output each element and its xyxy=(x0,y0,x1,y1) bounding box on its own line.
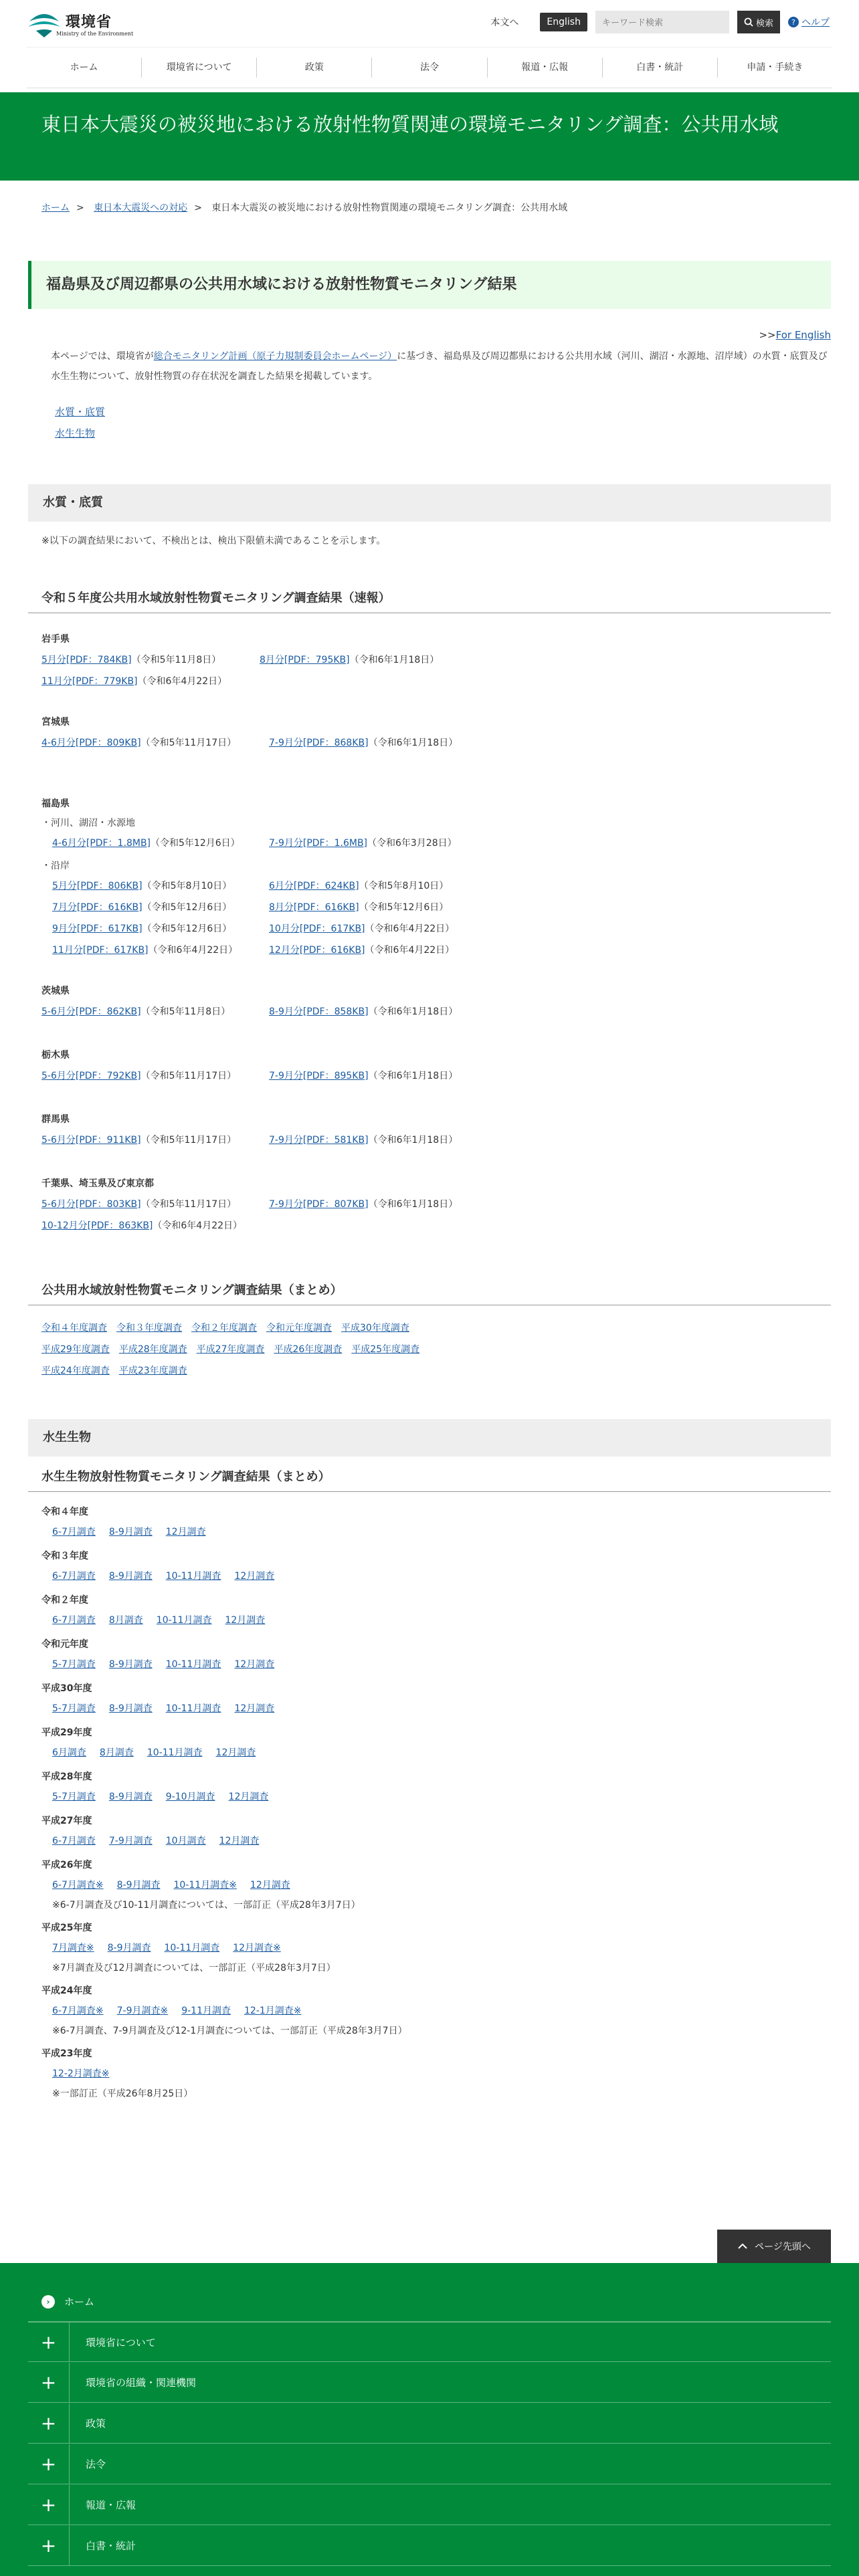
year-block xyxy=(41,1679,818,1719)
survey-link[interactable]: 9-10月調査 xyxy=(165,1792,215,1802)
pdf-link[interactable]: 5月分[PDF：806KB] xyxy=(52,881,142,891)
toc xyxy=(55,401,859,444)
pdf-link[interactable]: 4-6月分[PDF：1.8MB] xyxy=(52,838,151,849)
pdf-date: （令和6年1月18日） xyxy=(368,1071,458,1081)
breadcrumb xyxy=(0,181,859,234)
survey-link[interactable]: 12月調査 xyxy=(234,1703,275,1714)
year-links xyxy=(41,1937,818,1959)
summary-links xyxy=(41,1317,818,1382)
pdf-link[interactable]: 7月分[PDF：616KB] xyxy=(52,902,142,913)
pdf-date: （令和6年3月28日） xyxy=(367,838,457,849)
summary-row xyxy=(41,1339,818,1360)
file-row xyxy=(41,897,818,918)
footer-nav-label: 報道・広報 xyxy=(86,2499,136,2511)
survey-link[interactable]: 10-11月調査 xyxy=(165,1703,221,1714)
survey-link[interactable]: 8-9月調査 xyxy=(108,1792,153,1802)
pdf-date: （令和5年12月6日） xyxy=(142,924,232,934)
summary-link[interactable]: 令和２年度調査 xyxy=(191,1323,257,1333)
survey-link[interactable]: 8-9月調査 xyxy=(108,1703,153,1714)
survey-link[interactable]: 12月調査 xyxy=(165,1527,206,1537)
pdf-link[interactable]: 8月分[PDF：616KB] xyxy=(269,902,359,913)
logo-english: Ministry of the Environment xyxy=(56,31,134,37)
global-nav xyxy=(27,47,832,88)
pdf-link[interactable]: 11月分[PDF：617KB] xyxy=(52,945,149,956)
footer-nav-label: 白書・統計 xyxy=(86,2540,136,2552)
year-block xyxy=(41,1919,818,1977)
chevron-right-icon: › xyxy=(41,2295,55,2309)
pdf-link[interactable]: 8月分[PDF：795KB] xyxy=(260,655,350,665)
summary-heading: 公共用水域放射性物質モニタリング調査結果（まとめ） xyxy=(28,1281,831,1305)
pdf-date: （令和5年11月17日） xyxy=(140,1071,237,1081)
pdf-date: （令和5年12月6日） xyxy=(151,838,240,849)
survey-link[interactable]: 6-7月調査※ xyxy=(52,2006,104,2016)
pdf-link[interactable]: 7-9月分[PDF：807KB] xyxy=(269,1199,369,1210)
page-title: 東日本大震災の被災地における放射性物質関連の環境モニタリング調査：公共用水域 xyxy=(0,92,859,181)
year-block xyxy=(41,1981,818,2040)
gnav-about[interactable]: 環境省について xyxy=(142,58,257,78)
year-block xyxy=(41,1856,818,1915)
summary-link[interactable]: 平成24年度調査 xyxy=(41,1366,110,1376)
survey-link[interactable]: 5-7月調査 xyxy=(52,1659,96,1670)
year-label: 令和２年度 xyxy=(41,1595,88,1606)
file-row xyxy=(41,732,818,754)
survey-link[interactable]: 6月調査 xyxy=(52,1747,86,1758)
site-header xyxy=(0,0,859,47)
footer-nav-home[interactable] xyxy=(28,2282,831,2322)
survey-link[interactable]: 12月調査 xyxy=(250,1880,290,1891)
footer-nav-about[interactable] xyxy=(28,2322,831,2362)
footer-nav xyxy=(0,2263,859,2576)
year-links xyxy=(41,1654,818,1675)
year-links xyxy=(41,1830,818,1852)
summary-row xyxy=(41,1317,818,1339)
monitoring-plan-link[interactable]: 総合モニタリング計画（原子力規制委員会ホームページ） xyxy=(153,351,397,362)
survey-link[interactable]: 5-7月調査 xyxy=(52,1792,96,1802)
footer-nav-label: 環境省の組織・関連機関 xyxy=(86,2377,197,2389)
pdf-date: （令和6年4月22日） xyxy=(153,1220,243,1231)
footer-nav-policy[interactable] xyxy=(28,2403,831,2444)
year-links xyxy=(41,1742,818,1763)
plus-icon: + xyxy=(28,2363,70,2403)
utility-nav xyxy=(490,11,830,33)
lead-after: に基づき、福島県及び周辺都県における公共用水域（河川、湖沼・水源地、沼岸域）の水質・底質及び水生生物について、放射性物質の存在状況を調査した結果を掲載しています。 xyxy=(51,351,828,382)
survey-link[interactable]: 10-11月調査 xyxy=(147,1747,203,1758)
summary-link[interactable]: 平成23年度調査 xyxy=(118,1366,187,1376)
survey-link[interactable]: 6-7月調査※ xyxy=(52,1880,104,1891)
pref-miyagi xyxy=(41,715,818,754)
pref-name: 宮城県 xyxy=(41,717,70,728)
year-label: 平成24年度 xyxy=(41,1985,92,1996)
gnav-whitepaper[interactable]: 白書・統計 xyxy=(603,58,718,78)
survey-link[interactable]: 12月調査 xyxy=(228,1792,269,1802)
summary-link[interactable]: 令和４年度調査 xyxy=(41,1323,107,1333)
gnav-application[interactable]: 申請・手続き xyxy=(747,62,803,73)
survey-link[interactable]: 12月調査 xyxy=(234,1659,275,1670)
pdf-date: （令和5年11月17日） xyxy=(140,738,237,748)
pdf-link[interactable]: 12月分[PDF：616KB] xyxy=(269,945,365,956)
plus-icon: + xyxy=(28,2444,70,2484)
english-button[interactable]: English xyxy=(540,13,587,31)
pdf-link[interactable]: 5月分[PDF：784KB] xyxy=(41,655,132,665)
back-to-top-button[interactable] xyxy=(717,2230,831,2263)
summary-link[interactable]: 令和３年度調査 xyxy=(116,1323,182,1333)
logo-japanese: 環境省 xyxy=(66,14,112,31)
subcategory-label: ・沿岸 xyxy=(41,861,70,871)
breadcrumb-home[interactable]: ホーム xyxy=(41,203,70,213)
toc-aquatic-life[interactable]: 水生生物 xyxy=(55,427,96,439)
file-row xyxy=(41,649,818,671)
pdf-link[interactable]: 4-6月分[PDF：809KB] xyxy=(41,738,141,748)
help-icon: ? xyxy=(788,17,799,27)
section-aquatic-life: 水生生物 xyxy=(28,1419,831,1457)
pref-ibaraki xyxy=(41,984,818,1023)
survey-link[interactable]: 10-11月調査 xyxy=(156,1615,212,1626)
pdf-link[interactable]: 5-6月分[PDF：792KB] xyxy=(41,1071,141,1081)
year-label: 平成28年度 xyxy=(41,1772,92,1782)
year-label: 平成23年度 xyxy=(41,2048,92,2059)
survey-link[interactable]: 12月調査 xyxy=(215,1747,256,1758)
year-links xyxy=(41,1610,818,1631)
footer-nav-law[interactable] xyxy=(28,2444,831,2484)
file-row xyxy=(41,1215,818,1237)
breadcrumb-current: 東日本大震災の被災地における放射性物質関連の環境モニタリング調査：公共用水域 xyxy=(211,203,568,213)
year-label: 平成30年度 xyxy=(41,1683,92,1694)
pdf-link[interactable]: 7-9月分[PDF：1.6MB] xyxy=(269,838,368,849)
pref-name: 栃木県 xyxy=(41,1050,70,1061)
english-link[interactable]: For English xyxy=(775,329,831,341)
year-links xyxy=(41,1566,818,1587)
summary-link[interactable]: 平成30年度調査 xyxy=(341,1323,409,1333)
survey-link[interactable]: 8-9月調査 xyxy=(108,1659,153,1670)
file-row xyxy=(41,918,818,940)
pdf-date: （令和6年1月18日） xyxy=(368,1199,458,1210)
year-label: 平成26年度 xyxy=(41,1860,92,1870)
pdf-link[interactable]: 8-9月分[PDF：858KB] xyxy=(269,1006,369,1017)
year-block xyxy=(41,1767,818,1808)
survey-link[interactable]: 8-9月調査 xyxy=(116,1880,161,1891)
correction-note: ※7月調査及び12月調査については、一部訂正（平成28年3月7日） xyxy=(52,1963,336,1973)
survey-link[interactable]: 7月調査※ xyxy=(52,1943,94,1953)
search-button[interactable] xyxy=(737,11,780,33)
pdf-link[interactable]: 7-9月分[PDF：868KB] xyxy=(269,738,369,748)
pdf-link[interactable]: 5-6月分[PDF：911KB] xyxy=(41,1135,141,1146)
file-row xyxy=(41,1194,818,1215)
pdf-link[interactable]: 11月分[PDF：779KB] xyxy=(41,676,138,687)
help-label: ヘルプ xyxy=(801,17,830,28)
site-logo[interactable] xyxy=(27,7,147,40)
year-links xyxy=(41,2063,818,2084)
chevron-up-icon xyxy=(737,2243,748,2250)
footer-nav-whitepaper[interactable] xyxy=(28,2526,831,2566)
pref-name: 福島県 xyxy=(41,798,70,809)
survey-link[interactable]: 8月調査 xyxy=(99,1747,134,1758)
survey-link[interactable]: 12月調査 xyxy=(225,1615,266,1626)
year-block xyxy=(41,2044,818,2103)
pdf-date: （令和6年1月18日） xyxy=(349,655,440,665)
pref-iwate xyxy=(41,632,818,692)
pref-name: 群馬県 xyxy=(41,1114,70,1125)
skip-to-content-link[interactable]: 本文へ xyxy=(490,17,519,28)
footer-nav-label: 法令 xyxy=(86,2458,106,2470)
correction-note: ※一部訂正（平成26年8月25日） xyxy=(52,2088,193,2099)
survey-link[interactable]: 5-7月調査 xyxy=(52,1703,96,1714)
file-row xyxy=(41,875,818,897)
pdf-date: （令和5年8月10日） xyxy=(359,881,449,891)
survey-link[interactable]: 10-11月調査 xyxy=(165,1659,221,1670)
survey-link[interactable]: 6-7月調査 xyxy=(52,1571,96,1582)
breadcrumb-separator: > xyxy=(194,203,202,213)
survey-link[interactable]: 7-9月調査 xyxy=(108,1836,153,1846)
back-to-top-label: ページ先頭へ xyxy=(755,2242,811,2252)
pdf-date: （令和6年1月18日） xyxy=(368,1006,458,1017)
survey-link[interactable]: 10-11月調査 xyxy=(165,1571,221,1582)
correction-note: ※6-7月調査、7-9月調査及び12-1月調査については、一部訂正（平成28年3月7日） xyxy=(52,2026,407,2036)
pref-chiba-saitama-tokyo xyxy=(41,1176,818,1237)
pref-fukushima xyxy=(41,796,818,961)
survey-link[interactable]: 8-9月調査 xyxy=(108,1571,153,1582)
english-link-row xyxy=(28,329,831,341)
plus-icon: + xyxy=(28,2403,70,2444)
survey-link[interactable]: 7-9月調査※ xyxy=(116,2006,169,2016)
summary-link[interactable]: 平成28年度調査 xyxy=(118,1344,187,1355)
year-links xyxy=(41,1786,818,1808)
year-links xyxy=(41,1698,818,1719)
pdf-date: （令和5年11月17日） xyxy=(140,1135,237,1146)
year-label: 平成29年度 xyxy=(41,1727,92,1738)
pref-name: 岩手県 xyxy=(41,634,70,645)
correction-note: ※6-7月調査及び10-11月調査については、一部訂正（平成28年3月7日） xyxy=(52,1900,361,1911)
summary-link[interactable]: 平成25年度調査 xyxy=(351,1344,420,1355)
pdf-date: （令和6年1月18日） xyxy=(368,1135,458,1146)
footer-nav-label: 環境省について xyxy=(86,2336,156,2349)
survey-link[interactable]: 8-9月調査 xyxy=(108,1527,153,1537)
pdf-date: （令和6年1月18日） xyxy=(368,738,458,748)
pdf-date: （令和5年11月17日） xyxy=(140,1199,237,1210)
pdf-date: （令和6年4月22日） xyxy=(365,924,455,934)
pdf-date: （令和5年11月8日） xyxy=(131,655,221,665)
file-row xyxy=(41,1065,818,1087)
subcategory-label: ・河川、湖沼・水源地 xyxy=(41,818,135,829)
survey-link[interactable]: 10月調査 xyxy=(165,1836,206,1846)
pdf-link[interactable]: 7-9月分[PDF：581KB] xyxy=(269,1135,369,1146)
survey-link[interactable]: 6-7月調査 xyxy=(52,1615,96,1626)
pdf-link[interactable]: 5-6月分[PDF：803KB] xyxy=(41,1199,141,1210)
survey-link[interactable]: 6-7月調査 xyxy=(52,1836,96,1846)
survey-link[interactable]: 12-2月調査※ xyxy=(52,2068,110,2079)
plus-icon: + xyxy=(28,2322,70,2362)
year-block xyxy=(41,1723,818,1763)
gnav-press[interactable]: 報道・広報 xyxy=(488,58,603,78)
help-link[interactable] xyxy=(788,15,830,29)
year-label: 平成25年度 xyxy=(41,1923,92,1933)
year-links xyxy=(41,1874,818,1896)
lead-before: 本ページでは、環境省が xyxy=(51,351,154,362)
toc-water-sediment[interactable]: 水質・底質 xyxy=(55,406,106,418)
footer-nav-label: 政策 xyxy=(86,2418,106,2430)
pdf-date: （令和6年4月22日） xyxy=(148,945,238,956)
plus-icon: + xyxy=(28,2485,70,2525)
survey-link[interactable]: 10-11月調査※ xyxy=(173,1880,237,1891)
pdf-link[interactable]: 7-9月分[PDF：895KB] xyxy=(269,1071,369,1081)
file-row xyxy=(41,671,818,692)
plus-icon: + xyxy=(28,2526,70,2566)
year-block xyxy=(41,1503,818,1543)
survey-link[interactable]: 12月調査 xyxy=(234,1571,275,1582)
pref-gunma xyxy=(41,1112,818,1151)
not-detected-note: ※以下の調査結果において、不検出とは、検出下限値未満であることを示します。 xyxy=(41,536,386,546)
summary-link[interactable]: 平成26年度調査 xyxy=(274,1344,343,1355)
file-row xyxy=(41,1130,818,1151)
aquatic-summary-heading: 水生生物放射性物質モニタリング調査結果（まとめ） xyxy=(28,1467,831,1492)
summary-link[interactable]: 平成29年度調査 xyxy=(41,1344,110,1355)
year-links xyxy=(41,2000,818,2022)
survey-link[interactable]: 8-9月調査 xyxy=(107,1943,151,1953)
breadcrumb-separator: > xyxy=(76,203,84,213)
file-row xyxy=(41,940,818,961)
gnav-law[interactable]: 法令 xyxy=(372,58,487,78)
year-block xyxy=(41,1591,818,1631)
pdf-link[interactable]: 9月分[PDF：617KB] xyxy=(52,924,142,934)
footer-nav-press[interactable] xyxy=(28,2485,831,2525)
survey-link[interactable]: 12月調査※ xyxy=(233,1943,281,1953)
breadcrumb-parent[interactable]: 東日本大震災への対応 xyxy=(94,203,188,213)
gnav-home[interactable]: ホーム xyxy=(27,58,142,78)
section-water-sediment: 水質・底質 xyxy=(28,484,831,522)
survey-link[interactable]: 12月調査 xyxy=(219,1836,260,1846)
file-row xyxy=(41,1001,818,1023)
footer-home-icon-wrap xyxy=(28,2282,55,2322)
pdf-link[interactable]: 6月分[PDF：624KB] xyxy=(269,881,359,891)
year-label: 平成27年度 xyxy=(41,1816,92,1826)
survey-link[interactable]: 6-7月調査 xyxy=(52,1527,96,1537)
english-link-prefix: >> xyxy=(759,329,776,341)
survey-link[interactable]: 9-11月調査 xyxy=(181,2006,231,2016)
pref-name: 茨城県 xyxy=(41,986,70,996)
year-block xyxy=(41,1547,818,1587)
summary-link[interactable]: 令和元年度調査 xyxy=(266,1323,332,1333)
year-links xyxy=(41,1521,818,1543)
pdf-link[interactable]: 10-12月分[PDF：863KB] xyxy=(41,1220,153,1231)
main-heading: 福島県及び周辺都県の公共用水域における放射性物質モニタリング結果 xyxy=(28,261,831,309)
pdf-link[interactable]: 10月分[PDF：617KB] xyxy=(269,924,365,934)
r5-results-heading: 令和５年度公共用水域放射性物質モニタリング調査結果（速報） xyxy=(28,588,831,613)
file-row xyxy=(41,833,818,854)
lead-text xyxy=(28,346,831,387)
pdf-date: （令和5年11月8日） xyxy=(140,1006,231,1017)
year-block xyxy=(41,1812,818,1852)
survey-link[interactable]: 8月調査 xyxy=(108,1615,143,1626)
search-button-label: 検索 xyxy=(755,18,773,29)
search-icon xyxy=(744,17,753,27)
survey-link[interactable]: 12-1月調査※ xyxy=(244,2006,302,2016)
pdf-link[interactable]: 5-6月分[PDF：862KB] xyxy=(41,1006,141,1017)
year-label: 令和元年度 xyxy=(41,1639,88,1650)
pref-tochigi xyxy=(41,1048,818,1087)
summary-row xyxy=(41,1360,818,1382)
pref-name: 千葉県、埼玉県及び東京都 xyxy=(41,1178,154,1189)
pdf-date: （令和5年8月10日） xyxy=(142,881,232,891)
year-label: 令和３年度 xyxy=(41,1551,88,1562)
pdf-date: （令和5年12月6日） xyxy=(359,902,449,913)
survey-link[interactable]: 10-11月調査 xyxy=(164,1943,220,1953)
search-input[interactable] xyxy=(595,11,729,33)
gnav-policy[interactable]: 政策 xyxy=(257,58,372,78)
footer-nav-label: ホーム xyxy=(64,2296,95,2308)
footer-nav-organization[interactable] xyxy=(28,2363,831,2403)
pdf-date: （令和6年4月22日） xyxy=(365,945,455,956)
year-label: 令和４年度 xyxy=(41,1507,88,1517)
year-block xyxy=(41,1635,818,1675)
aquatic-year-list xyxy=(41,1503,818,2103)
summary-link[interactable]: 平成27年度調査 xyxy=(196,1344,265,1355)
pdf-date: （令和6年4月22日） xyxy=(137,676,227,687)
pdf-date: （令和5年12月6日） xyxy=(142,902,232,913)
